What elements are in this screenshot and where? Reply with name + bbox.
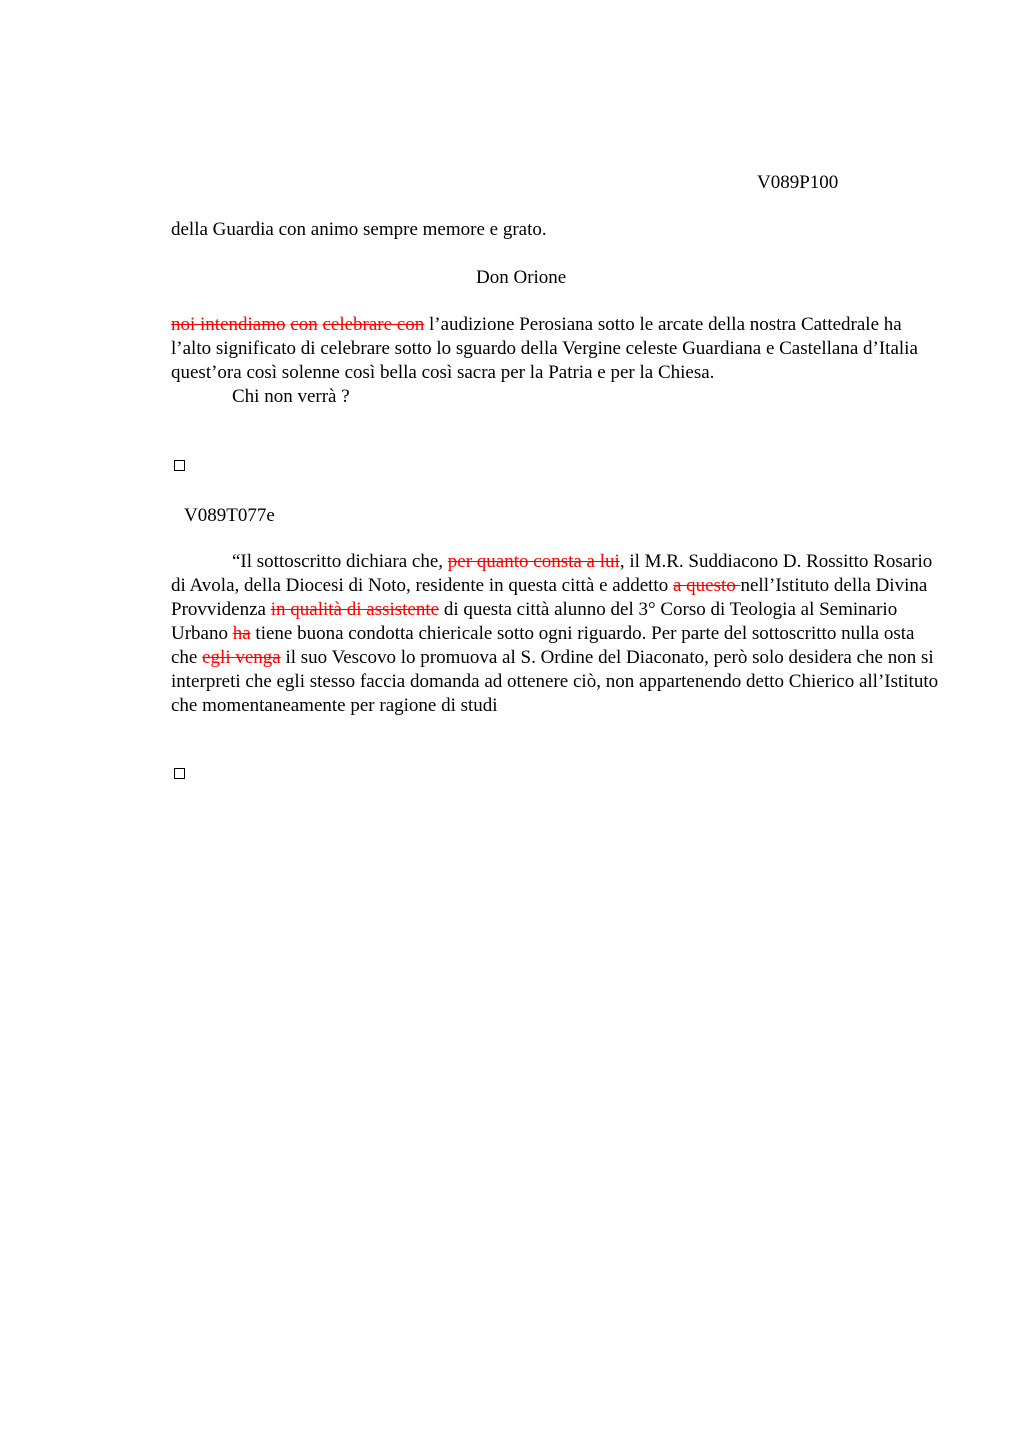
paragraph-text: l’audizione Perosiana sotto le arcate della nostra Cattedrale ha l’alto significato di celebrare sotto lo sguardo della Vergine celeste Guardiana e Castellana d’Italia quest’ora così solenne così bella così sacra per la Patria e per la Chiesa. [171,314,918,383]
checkbox-square-icon [174,768,185,779]
page-code: V089P100 [757,172,839,193]
deleted-text: ha [232,623,251,644]
deleted-text: egli venga [202,647,281,668]
signature: Don Orione [476,267,567,288]
deleted-text: per quanto consta a lui [447,551,620,572]
paragraph-text: tiene buona condotta chiericale sotto ogni riguardo. Per parte del sottoscritto nulla osta che [171,623,915,668]
deleted-text: con [290,314,318,335]
deleted-text: noi intendiamo [171,314,286,335]
paragraph-text: il suo Vescovo lo promuova al S. Ordine del Diaconato, però solo desidera che non si interpreti che egli stesso faccia domanda ad ottenere ciò, non appartenendo detto Chierico all’Istituto che momentaneamente per ragione di studi [171,647,939,716]
deleted-text: in qualità di assistente [270,599,440,620]
checkbox-square-icon [174,460,185,471]
question-text: Chi non verrà ? [232,386,350,407]
paragraph-text: di questa città alunno del 3° Corso di Teologia al Seminario Urbano [171,599,898,644]
section-code: V089T077e [184,505,275,526]
deleted-text: a questo [672,575,741,596]
paragraph-declaration [171,550,941,718]
paragraph-text: “Il sottoscritto dichiara che, [232,551,448,572]
paragraph-audizione [171,313,941,409]
deleted-text: celebrare con [322,314,425,335]
paragraph-text: , il M.R. Suddiacono D. Rossitto Rosario di Avola, della Diocesi di Noto, residente in questa città e addetto [171,551,933,596]
paragraph-text: nell’Istituto della Divina Provvidenza [171,575,928,620]
closing-line: della Guardia con animo sempre memore e grato. [171,219,547,240]
